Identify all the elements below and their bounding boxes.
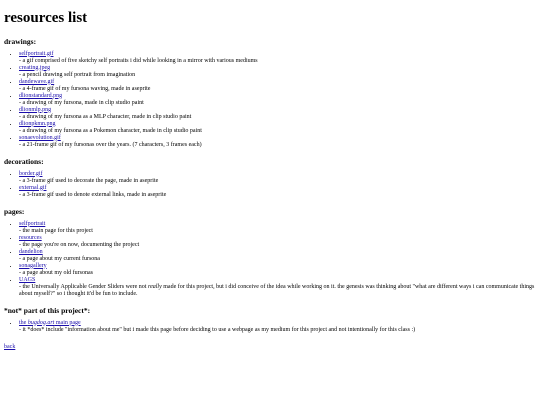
page-link[interactable]: UAGS [19,276,36,283]
list-item [19,249,536,263]
resource-description: - a gif comprised of five sketchy self portraits i did while looking in a mirror with various mediums [19,57,258,64]
main-page-link[interactable] [19,320,81,326]
list-item [19,320,536,334]
page-description: - a page about my current fursona [19,255,100,262]
section-heading-not-part: *not* part of this project*: [4,305,91,315]
drawings-list [4,51,536,149]
resource-description: - a drawing of my fursona as a MLP character, made in clip studio paint [19,113,192,120]
page-description: - it *does* include "information about me" but i made this page before deciding to use a webpage as my medium for this project and not intentionally for this class :) [19,326,416,333]
decorations-list [4,171,536,199]
list-item [19,235,536,249]
list-item [19,263,536,277]
page-link[interactable]: resources [19,234,42,241]
resource-description: - a 4-frame gif of my fursona waving, made in aseprite [19,85,151,92]
resource-description: - a 3-frame gif used to denote external links, made in aseprite [19,191,167,198]
list-item [19,93,536,107]
page-link[interactable]: selfportrait [19,220,46,227]
desc-text-pre: - the Universally Applicable Gender Sliders were not [19,283,148,290]
resource-link[interactable]: creating.jpeg [19,64,51,71]
link-emphasis: bugdog.art [27,319,55,326]
desc-emphasis: really [147,283,162,290]
resource-link[interactable]: selfportrait.gif [19,50,54,57]
resource-link[interactable]: border.gif [19,170,43,177]
list-item [19,65,536,79]
section-heading-drawings: drawings: [4,36,37,46]
resource-description: - a drawing of my fursona as a Pokemon character, made in clip studio paint [19,127,202,134]
desc-text-post: made for this project, but i did conceive of the idea while working on it. the genesis was thinking about "what are different ways i can communicate things about myself?" so i thought it'd be fun to include. [19,283,535,297]
resource-link[interactable]: dlionmlp.png [19,106,52,113]
list-item [19,51,536,65]
resource-description: - a drawing of my fursona, made in clip studio paint [19,99,144,106]
list-item [19,107,536,121]
list-item [19,171,536,185]
resource-link[interactable]: dandewave.gif [19,78,55,85]
not-part-list [4,320,536,334]
list-item [19,277,536,298]
link-text-pre: the [19,319,28,326]
page-description: - a page about my old fursonas [19,269,93,276]
resource-description: - a 3-frame gif used to decorate the page, made in aseprite [19,177,159,184]
back-link[interactable]: back [4,343,16,350]
resource-description: - a 21-frame gif of my fursonas over the years. (7 characters, 3 frames each) [19,141,202,148]
section-heading-decorations: decorations: [4,156,44,166]
resource-description: - a pencil drawing self portrait from imagination [19,71,136,78]
list-item [19,185,536,199]
resource-link[interactable]: dlionpkmn.png [19,120,56,127]
link-text-post: main page [54,319,81,326]
page-description [19,284,534,297]
pages-list [4,221,536,298]
section-heading-pages: pages: [4,206,25,216]
page-link[interactable]: dandelion [19,248,43,255]
resource-link[interactable]: sonaevolution.gif [19,134,61,141]
list-item [19,121,536,135]
resource-link[interactable]: dlionstandard.png [19,92,63,99]
resource-link[interactable]: external.gif [19,184,47,191]
list-item [19,79,536,93]
page-description: - the page you're on now, documenting the project [19,241,140,248]
list-item [19,221,536,235]
page-link[interactable]: sonagallery [19,262,47,269]
page-description: - the main page for this project [19,227,93,234]
page-title: resources list [4,10,88,26]
list-item [19,135,536,149]
